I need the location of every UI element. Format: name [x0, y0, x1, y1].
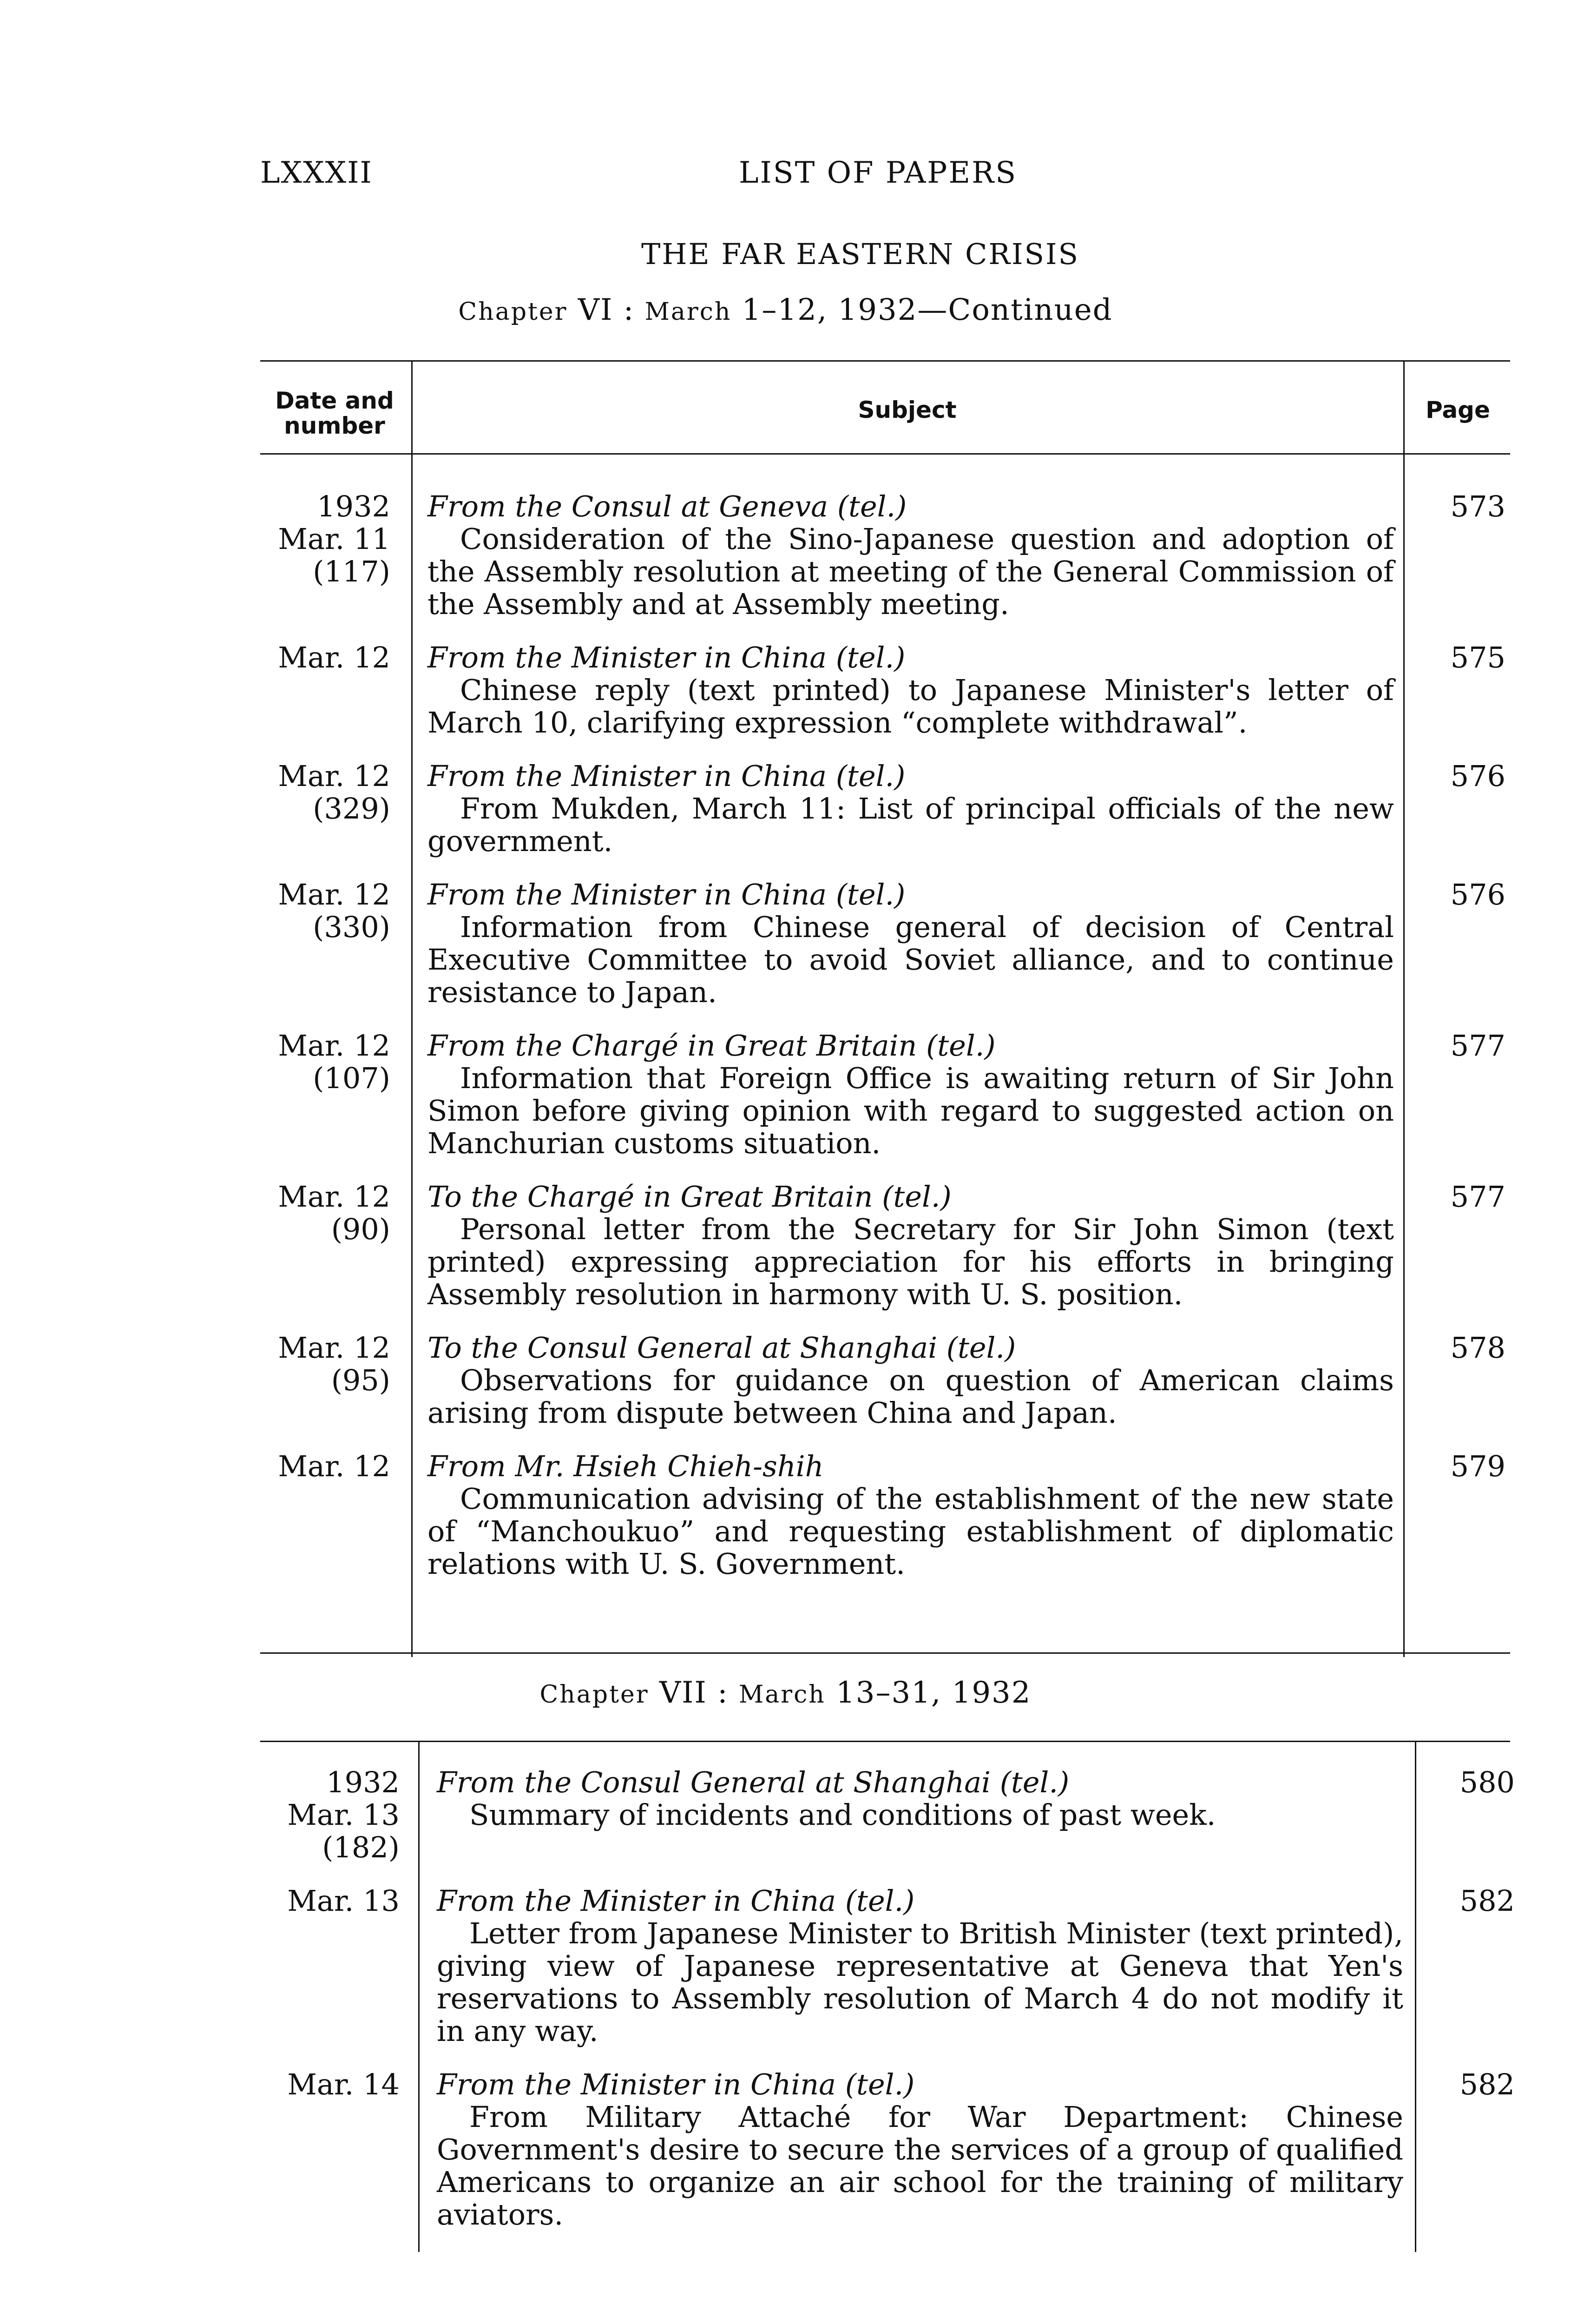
entry-summary: From Mukden, March 11: List of principal officials of the new government.	[427, 792, 1394, 858]
entry-subject	[427, 760, 1394, 858]
entry-page-number: 577	[1450, 1029, 1505, 1063]
entry-summary: Observations for guidance on question of American claims arising from dispute between China and Japan.	[427, 1363, 1394, 1430]
list-item	[0, 1030, 1571, 1181]
entry-page-number: 580	[1459, 1765, 1515, 1799]
column-header-page: Page	[1426, 396, 1490, 423]
list-item	[0, 641, 1571, 760]
list-item	[0, 1766, 1571, 1885]
entry-summary: Consideration of the Sino-Japanese question and adoption of the Assembly resolution at meeting of the General Commission of the Assembly and at Assembly meeting.	[427, 522, 1394, 621]
list-item	[0, 1885, 1571, 2068]
page-folio: LXXXII	[260, 156, 373, 190]
chapter-heading-vii	[0, 1676, 1571, 1710]
entries-chapter-vi	[0, 490, 1571, 1601]
column-header-subject: Subject	[858, 396, 957, 423]
entry-date: 1932 Mar. 13 (182)	[287, 1765, 400, 1864]
entry-subject	[427, 641, 1394, 739]
entry-page-number: 577	[1450, 1180, 1505, 1214]
entry-date: Mar. 13	[287, 1884, 400, 1918]
entry-correspondent: From the Minister in China (tel.)	[427, 759, 906, 793]
chapter-number: VII :	[649, 1676, 739, 1710]
entry-subject	[437, 2068, 1403, 2231]
column-header-date: Date and number	[275, 387, 394, 439]
running-title: LIST OF PAPERS	[739, 156, 1018, 190]
entry-page-number: 579	[1450, 1449, 1505, 1483]
list-item	[0, 878, 1571, 1030]
month-word: March	[738, 1681, 826, 1709]
entry-summary: Communication advising of the establishment of the new state of “Manchoukuo” and requesting establishment of diplomatic relations with U. S. Government.	[427, 1482, 1394, 1581]
entry-subject	[427, 1332, 1394, 1429]
table-top-rule	[260, 360, 1510, 362]
section-title: THE FAR EASTERN CRISIS	[641, 237, 1079, 271]
entry-summary: From Military Attaché for War Department: Chinese Government's desire to secure the services of a group of qualified Americans to organize an air school for the training of military aviators.	[437, 2100, 1403, 2232]
entry-subject	[427, 878, 1394, 1009]
chapter-dates: 13–31, 1932	[825, 1676, 1032, 1710]
entry-page-number: 576	[1450, 759, 1505, 793]
entry-summary: Information from Chinese general of decision of Central Executive Committee to avoid Soviet alliance, and to continue resistance to Japan.	[427, 910, 1394, 1009]
entry-correspondent: From the Minister in China (tel.)	[427, 878, 906, 911]
entry-correspondent: From the Minister in China (tel.)	[437, 2067, 915, 2101]
entry-correspondent: To the Chargé in Great Britain (tel.)	[427, 1180, 952, 1214]
list-item	[0, 1181, 1571, 1332]
list-item	[0, 490, 1571, 641]
entry-subject	[437, 1766, 1403, 1831]
chapter-heading-vi	[0, 293, 1571, 327]
entry-date: Mar. 12 (90)	[278, 1180, 390, 1246]
entry-page-number: 582	[1459, 2067, 1515, 2101]
chapter-number: VI :	[567, 293, 645, 327]
entry-date: Mar. 12 (95)	[278, 1331, 390, 1397]
entry-subject	[427, 1030, 1394, 1160]
entry-date: Mar. 12 (107)	[278, 1029, 390, 1095]
chapter-dates: 1–12, 1932—Continued	[731, 293, 1113, 327]
entry-date: Mar. 12	[278, 1449, 390, 1483]
entry-summary: Information that Foreign Office is awaiting return of Sir John Simon before giving opinion with regard to suggested action on Manchurian customs situation.	[427, 1061, 1394, 1160]
entry-page-number: 573	[1450, 489, 1505, 523]
list-item	[0, 2068, 1571, 2252]
month-word: March	[644, 298, 732, 326]
list-item	[0, 1450, 1571, 1601]
entry-subject	[427, 490, 1394, 621]
entry-subject	[427, 1181, 1394, 1311]
list-item	[0, 760, 1571, 878]
entry-correspondent: To the Consul General at Shanghai (tel.)	[427, 1331, 1016, 1365]
entry-summary: Summary of incidents and conditions of past week.	[469, 1798, 1216, 1832]
table-bottom-rule	[260, 1652, 1510, 1654]
entry-date: Mar. 12 (329)	[278, 759, 390, 825]
entry-page-number: 576	[1450, 878, 1505, 911]
entry-date: 1932 Mar. 11 (117)	[278, 489, 390, 588]
entry-correspondent: From the Consul at Geneva (tel.)	[427, 489, 907, 523]
table2-top-rule	[260, 1741, 1510, 1742]
entry-summary: Chinese reply (text printed) to Japanese Minister's letter of March 10, clarifying expression “complete withdrawal”.	[427, 673, 1394, 739]
entry-date: Mar. 12	[278, 640, 390, 674]
entry-summary: Letter from Japanese Minister to British Minister (text printed), giving view of Japanese representative at Geneva that Yen's reservations to Assembly resolution of March 4 do not modify it in any way.	[437, 1916, 1403, 2048]
entries-chapter-vii	[0, 1766, 1571, 2252]
list-item	[0, 1332, 1571, 1450]
entry-page-number: 578	[1450, 1331, 1505, 1365]
entry-subject	[427, 1450, 1394, 1580]
entry-correspondent: From the Chargé in Great Britain (tel.)	[427, 1029, 996, 1063]
entry-correspondent: From Mr. Hsieh Chieh-shih	[427, 1449, 824, 1483]
entry-summary: Personal letter from the Secretary for Sir John Simon (text printed) expressing appreciation for his efforts in bringing Assembly resolution in harmony with U. S. position.	[427, 1212, 1394, 1311]
entry-date: Mar. 12 (330)	[278, 878, 390, 944]
entry-date: Mar. 14	[287, 2067, 400, 2101]
entry-page-number: 582	[1459, 1884, 1515, 1918]
entry-correspondent: From the Minister in China (tel.)	[427, 640, 906, 674]
header-bottom-rule	[260, 453, 1510, 455]
chapter-word: Chapter	[539, 1681, 649, 1709]
entry-correspondent: From the Consul General at Shanghai (tel.)	[437, 1765, 1070, 1799]
entry-page-number: 575	[1450, 640, 1505, 674]
entry-correspondent: From the Minister in China (tel.)	[437, 1884, 915, 1918]
chapter-word: Chapter	[458, 298, 568, 326]
entry-subject	[437, 1885, 1403, 2047]
